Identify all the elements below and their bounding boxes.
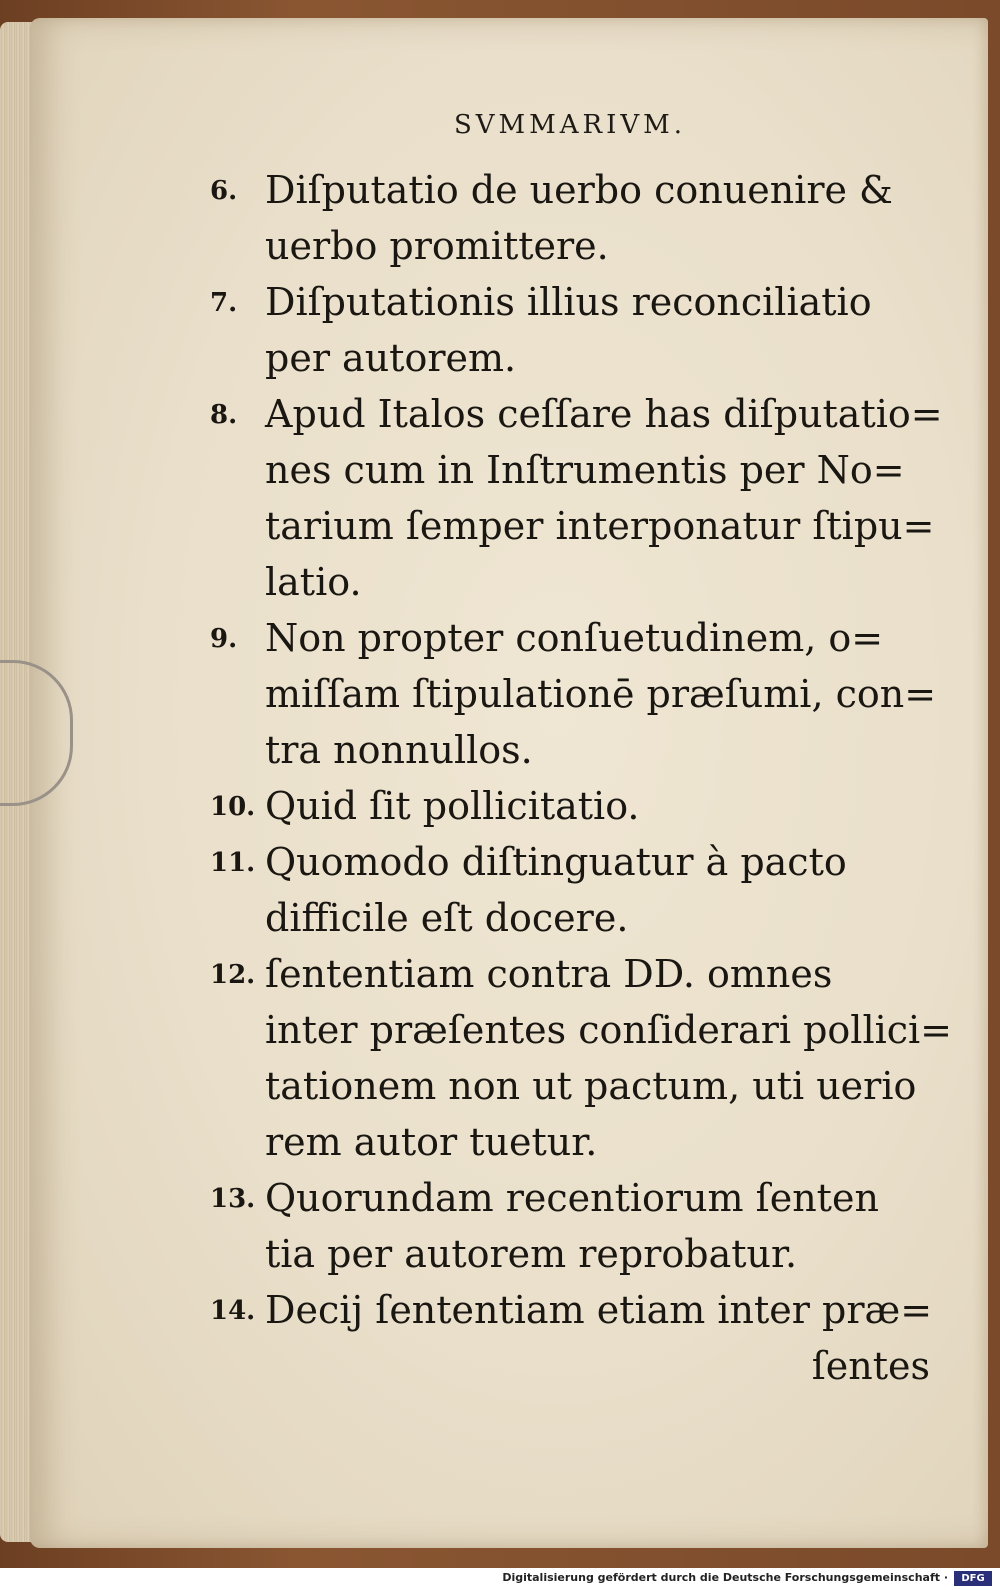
- entry-line: tia per autorem reprobatur.: [265, 1232, 798, 1276]
- summary-entry: [210, 1282, 933, 1394]
- summary-entry: [210, 946, 953, 1170]
- summary-entry: [210, 834, 930, 946]
- entry-number: 14.: [210, 1296, 256, 1326]
- entry-number: 12.: [210, 960, 256, 990]
- entry-line: tationem non ut pactum, uti uerio: [265, 1064, 917, 1108]
- dfg-logo: DFG: [954, 1571, 992, 1586]
- entry-line: Apud Italos ceſſare has diſputatio=: [265, 392, 943, 436]
- entry-line: Quomodo diſtinguatur à pacto: [265, 840, 847, 884]
- entry-line: Diſputationis illius reconciliatio: [265, 280, 872, 324]
- entry-line: Non propter conſuetudinem, o=: [265, 616, 884, 660]
- entry-number: 7.: [210, 288, 238, 318]
- entry-line: inter præſentes conſiderari pollici=: [265, 1008, 953, 1052]
- entry-number: 8.: [210, 400, 238, 430]
- entry-line: tra nonnullos.: [265, 728, 533, 772]
- entry-line: difficile eſt docere.: [265, 896, 629, 940]
- entry-number: 13.: [210, 1184, 256, 1214]
- running-head: SVMMARIVM.: [453, 110, 687, 140]
- entry-line: miſſam ſtipulationē præſumi, con=: [265, 672, 937, 716]
- entry-line: latio.: [265, 560, 362, 604]
- summary-entry: [210, 1170, 930, 1282]
- summary-entry: [210, 386, 943, 610]
- entry-number: 6.: [210, 176, 238, 206]
- entry-line: rem autor tuetur.: [265, 1120, 598, 1164]
- digitization-credit: Digitalisierung gefördert durch die Deutsche Forschungsgemeinschaft ·: [502, 1571, 948, 1584]
- entry-number: 9.: [210, 624, 238, 654]
- entry-line: per autorem.: [265, 336, 517, 380]
- entry-line: uerbo promittere.: [265, 224, 609, 268]
- entry-line: tarium ſemper interponatur ſtipu=: [265, 504, 935, 548]
- entry-number: 10.: [210, 792, 256, 822]
- entry-line: Diſputatio de uerbo conuenire &: [265, 168, 893, 212]
- entry-line: Quid ſit pollicitatio.: [265, 784, 640, 828]
- summary-entry: [210, 162, 930, 274]
- footer-bar: [0, 1568, 1000, 1590]
- entry-line: Decij ſententiam etiam inter præ=: [265, 1288, 933, 1332]
- summary-list: [210, 162, 953, 1394]
- catchword: ſentes: [811, 1344, 930, 1388]
- summary-entry: [210, 610, 937, 778]
- summary-entry: [210, 778, 930, 834]
- entry-number: 11.: [210, 848, 256, 878]
- summary-entry: [210, 274, 930, 386]
- entry-line: ſententiam contra DD. omnes: [265, 952, 833, 996]
- entry-line: Quorundam recentiorum ſenten: [265, 1176, 879, 1220]
- entry-line: nes cum in Inſtrumentis per No=: [265, 448, 905, 492]
